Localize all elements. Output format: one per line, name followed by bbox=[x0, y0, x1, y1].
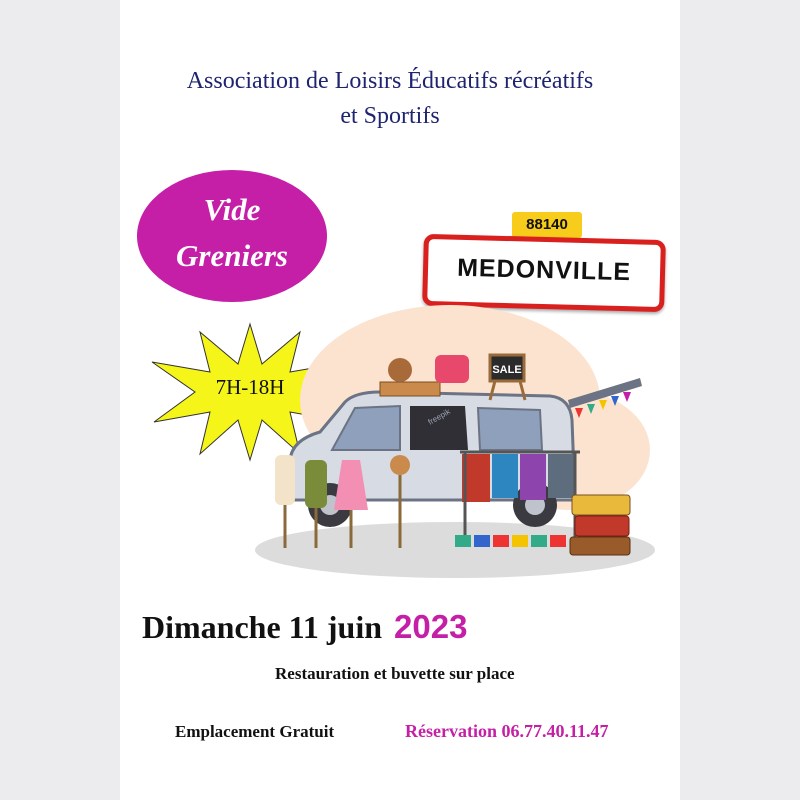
postcode-plate: 88140 bbox=[512, 212, 582, 238]
event-date bbox=[142, 608, 467, 646]
vide-greniers-bubble bbox=[137, 170, 327, 302]
pitch-info: Emplacement Gratuit bbox=[175, 722, 335, 741]
suitcases bbox=[570, 495, 630, 555]
town-name: MEDONVILLE bbox=[456, 253, 632, 287]
association-name-line2: et Sportifs bbox=[340, 103, 440, 129]
date-year: 2023 bbox=[394, 608, 468, 645]
opening-hours: 7H-18H bbox=[215, 375, 285, 399]
catering-info: Restauration et buvette sur place bbox=[275, 664, 515, 683]
booking-phone: Réservation 06.77.40.11.47 bbox=[405, 721, 609, 741]
bubble-line1: Vide bbox=[203, 192, 261, 227]
association-name-line1: Association de Loisirs Éducatifs récréatifs bbox=[186, 68, 594, 94]
car-boot-sale-illustration bbox=[250, 300, 670, 590]
date-text: Dimanche 11 juin bbox=[142, 609, 383, 645]
watermark: freepik bbox=[426, 406, 452, 427]
sale-board-label: SALE bbox=[492, 364, 522, 376]
bubble-line2: Greniers bbox=[176, 238, 288, 273]
